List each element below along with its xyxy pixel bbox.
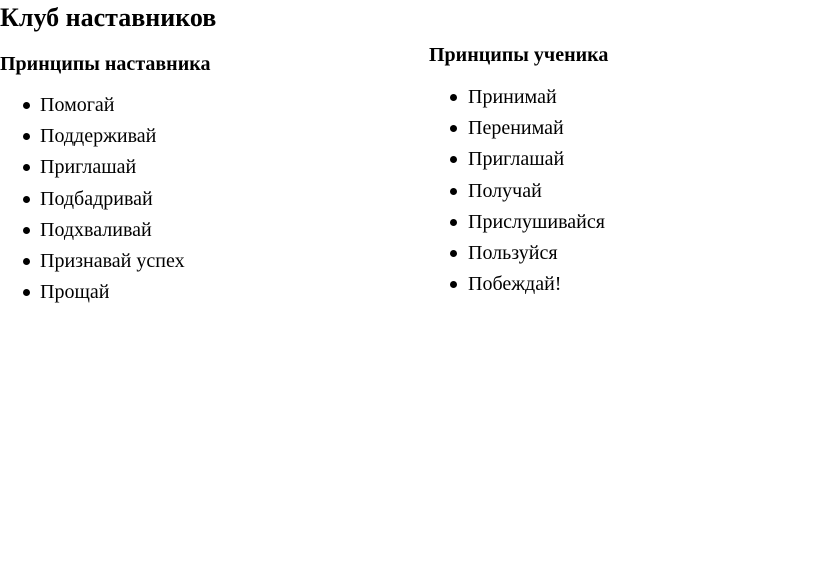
bullet-icon: [23, 164, 30, 171]
list-item-text: Поддерживай: [40, 125, 157, 148]
bullet-icon: [23, 258, 30, 265]
bullet-icon: [450, 250, 457, 257]
list-item-text: Помогай: [40, 94, 115, 116]
list-item-text: Приглашай: [40, 156, 137, 179]
bullet-icon: [450, 94, 457, 101]
list-item-text: Прощай: [40, 281, 110, 304]
student-principles-heading: Принципы ученика: [429, 44, 609, 66]
list-item-text: Прислушивайся: [468, 210, 605, 233]
bullet-icon: [450, 188, 457, 195]
mentor-principles-heading: Принципы наставника: [0, 53, 211, 75]
list-item-text: Пользуйся: [468, 241, 558, 264]
bullet-icon: [450, 219, 457, 226]
list-item-text: Подхваливай: [40, 218, 152, 241]
bullet-icon: [450, 125, 457, 132]
list-item-text: Подбадривай: [40, 187, 153, 210]
bullet-icon: [23, 227, 30, 234]
list-item-text: Получай: [468, 179, 542, 202]
bullet-icon: [450, 281, 457, 288]
bullet-icon: [450, 156, 457, 163]
bullet-icon: [23, 133, 30, 140]
list-item-text: Приглашай: [468, 148, 565, 171]
list-item-text: Принимай: [468, 86, 557, 108]
list-item-text: Побеждай!: [468, 273, 562, 296]
bullet-icon: [23, 102, 30, 109]
page-title: Клуб наставников: [0, 3, 217, 32]
bullet-icon: [23, 196, 30, 203]
bullet-icon: [23, 289, 30, 296]
list-item-text: Перенимай: [468, 117, 564, 140]
list-item-text: Признавай успех: [40, 249, 185, 272]
